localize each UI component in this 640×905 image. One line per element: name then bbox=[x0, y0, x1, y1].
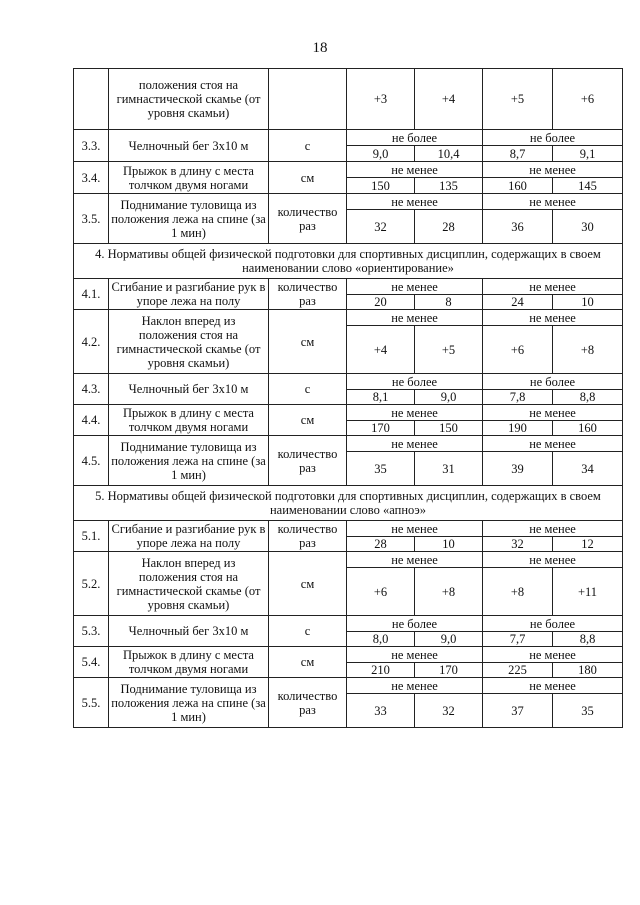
value-cell: +6 bbox=[553, 69, 623, 130]
condition-label: не более bbox=[483, 374, 623, 390]
value-cell: 9,0 bbox=[415, 390, 483, 405]
value-cell: 160 bbox=[553, 421, 623, 436]
row-number: 5.4. bbox=[74, 647, 109, 678]
exercise-name: Челночный бег 3х10 м bbox=[109, 130, 269, 162]
value-cell: 8,7 bbox=[483, 146, 553, 162]
unit-cell: с bbox=[269, 616, 347, 647]
value-cell: +6 bbox=[483, 326, 553, 374]
value-cell: +8 bbox=[483, 568, 553, 616]
value-cell: 39 bbox=[483, 452, 553, 486]
exercise-name: Сгибание и разгибание рук в упоре лежа на полу bbox=[109, 279, 269, 310]
exercise-name: Поднимание туловища из положения лежа на спине (за 1 мин) bbox=[109, 194, 269, 244]
unit-cell: см bbox=[269, 647, 347, 678]
row-number bbox=[74, 69, 109, 130]
table-row bbox=[74, 436, 623, 452]
table-row bbox=[74, 130, 623, 146]
value-cell: +4 bbox=[415, 69, 483, 130]
value-cell: 10,4 bbox=[415, 146, 483, 162]
table-row bbox=[74, 279, 623, 295]
condition-label: не менее bbox=[483, 436, 623, 452]
section-header-row bbox=[74, 244, 623, 279]
exercise-name: положения стоя на гимнастической скамье (от уровня скамьи) bbox=[109, 69, 269, 130]
row-number: 3.3. bbox=[74, 130, 109, 162]
unit-cell: количество раз bbox=[269, 521, 347, 552]
section-title: 5. Нормативы общей физической подготовки для спортивных дисциплин, содержащих в своем наименовании слово «апноэ» bbox=[74, 486, 623, 521]
value-cell: 37 bbox=[483, 694, 553, 728]
condition-label: не менее bbox=[347, 162, 483, 178]
condition-label: не менее bbox=[347, 521, 483, 537]
unit-cell: количество раз bbox=[269, 279, 347, 310]
condition-label: не более bbox=[483, 616, 623, 632]
value-cell: 35 bbox=[347, 452, 415, 486]
page-number: 18 bbox=[312, 40, 328, 56]
value-cell: 8,8 bbox=[553, 632, 623, 647]
exercise-name: Прыжок в длину с места толчком двумя ногами bbox=[109, 647, 269, 678]
value-cell: +8 bbox=[415, 568, 483, 616]
condition-label: не менее bbox=[347, 405, 483, 421]
table-row bbox=[74, 521, 623, 537]
value-cell: 28 bbox=[415, 210, 483, 244]
value-cell: 170 bbox=[415, 663, 483, 678]
unit-cell: количество раз bbox=[269, 194, 347, 244]
condition-label: не менее bbox=[483, 162, 623, 178]
condition-label: не менее bbox=[347, 310, 483, 326]
value-cell: 8 bbox=[415, 295, 483, 310]
unit-cell: см bbox=[269, 552, 347, 616]
value-cell: +8 bbox=[553, 326, 623, 374]
row-number: 3.4. bbox=[74, 162, 109, 194]
value-cell: 31 bbox=[415, 452, 483, 486]
row-number: 3.5. bbox=[74, 194, 109, 244]
value-cell: 160 bbox=[483, 178, 553, 194]
exercise-name: Прыжок в длину с места толчком двумя ногами bbox=[109, 162, 269, 194]
condition-label: не менее bbox=[347, 194, 483, 210]
value-cell: 33 bbox=[347, 694, 415, 728]
table-row bbox=[74, 162, 623, 178]
exercise-name: Поднимание туловища из положения лежа на спине (за 1 мин) bbox=[109, 436, 269, 486]
value-cell: 170 bbox=[347, 421, 415, 436]
table-row bbox=[74, 678, 623, 694]
value-cell: 8,1 bbox=[347, 390, 415, 405]
row-number: 4.2. bbox=[74, 310, 109, 374]
row-number: 5.3. bbox=[74, 616, 109, 647]
unit-cell: см bbox=[269, 162, 347, 194]
value-cell: 7,8 bbox=[483, 390, 553, 405]
value-cell: 36 bbox=[483, 210, 553, 244]
value-cell: +5 bbox=[415, 326, 483, 374]
value-cell: 135 bbox=[415, 178, 483, 194]
exercise-name: Наклон вперед из положения стоя на гимнастической скамье (от уровня скамьи) bbox=[109, 310, 269, 374]
unit-cell bbox=[269, 69, 347, 130]
value-cell: 20 bbox=[347, 295, 415, 310]
condition-label: не менее bbox=[483, 521, 623, 537]
value-cell: +4 bbox=[347, 326, 415, 374]
row-number: 5.2. bbox=[74, 552, 109, 616]
row-number: 4.5. bbox=[74, 436, 109, 486]
condition-label: не более bbox=[347, 130, 483, 146]
value-cell: +11 bbox=[553, 568, 623, 616]
value-cell: 32 bbox=[483, 537, 553, 552]
row-number: 4.3. bbox=[74, 374, 109, 405]
value-cell: 32 bbox=[415, 694, 483, 728]
unit-cell: см bbox=[269, 310, 347, 374]
exercise-name: Прыжок в длину с места толчком двумя ногами bbox=[109, 405, 269, 436]
value-cell: 150 bbox=[415, 421, 483, 436]
condition-label: не менее bbox=[483, 647, 623, 663]
value-cell: 30 bbox=[553, 210, 623, 244]
condition-label: не менее bbox=[483, 310, 623, 326]
exercise-name: Сгибание и разгибание рук в упоре лежа на полу bbox=[109, 521, 269, 552]
value-cell: 12 bbox=[553, 537, 623, 552]
value-cell: 24 bbox=[483, 295, 553, 310]
value-cell: +5 bbox=[483, 69, 553, 130]
table-row-continued bbox=[74, 69, 623, 130]
value-cell: 210 bbox=[347, 663, 415, 678]
exercise-name: Поднимание туловища из положения лежа на спине (за 1 мин) bbox=[109, 678, 269, 728]
condition-label: не менее bbox=[347, 678, 483, 694]
value-cell: 9,1 bbox=[553, 146, 623, 162]
value-cell: 34 bbox=[553, 452, 623, 486]
value-cell: 145 bbox=[553, 178, 623, 194]
value-cell: 10 bbox=[415, 537, 483, 552]
condition-label: не менее bbox=[483, 405, 623, 421]
condition-label: не менее bbox=[347, 436, 483, 452]
value-cell: 28 bbox=[347, 537, 415, 552]
section-header-row bbox=[74, 486, 623, 521]
unit-cell: количество раз bbox=[269, 678, 347, 728]
value-cell: 225 bbox=[483, 663, 553, 678]
condition-label: не менее bbox=[347, 647, 483, 663]
value-cell: 10 bbox=[553, 295, 623, 310]
value-cell: 8,8 bbox=[553, 390, 623, 405]
unit-cell: количество раз bbox=[269, 436, 347, 486]
table-row bbox=[74, 552, 623, 568]
value-cell: 190 bbox=[483, 421, 553, 436]
table-row bbox=[74, 647, 623, 663]
unit-cell: см bbox=[269, 405, 347, 436]
condition-label: не менее bbox=[347, 552, 483, 568]
condition-label: не менее bbox=[483, 552, 623, 568]
exercise-name: Наклон вперед из положения стоя на гимнастической скамье (от уровня скамьи) bbox=[109, 552, 269, 616]
table-row bbox=[74, 310, 623, 326]
exercise-name: Челночный бег 3х10 м bbox=[109, 616, 269, 647]
value-cell: 8,0 bbox=[347, 632, 415, 647]
value-cell: 150 bbox=[347, 178, 415, 194]
row-number: 5.1. bbox=[74, 521, 109, 552]
table-row bbox=[74, 374, 623, 390]
condition-label: не менее bbox=[483, 678, 623, 694]
value-cell: 32 bbox=[347, 210, 415, 244]
section-title: 4. Нормативы общей физической подготовки для спортивных дисциплин, содержащих в своем наименовании слово «ориентирование» bbox=[74, 244, 623, 279]
condition-label: не более bbox=[483, 130, 623, 146]
table-row bbox=[74, 405, 623, 421]
row-number: 4.1. bbox=[74, 279, 109, 310]
value-cell: 35 bbox=[553, 694, 623, 728]
value-cell: +3 bbox=[347, 69, 415, 130]
condition-label: не более bbox=[347, 374, 483, 390]
value-cell: 180 bbox=[553, 663, 623, 678]
unit-cell: с bbox=[269, 130, 347, 162]
condition-label: не менее bbox=[483, 279, 623, 295]
row-number: 4.4. bbox=[74, 405, 109, 436]
condition-label: не более bbox=[347, 616, 483, 632]
condition-label: не менее bbox=[483, 194, 623, 210]
value-cell: 9,0 bbox=[415, 632, 483, 647]
value-cell: +6 bbox=[347, 568, 415, 616]
table-row bbox=[74, 616, 623, 632]
exercise-name: Челночный бег 3х10 м bbox=[109, 374, 269, 405]
table-row bbox=[74, 194, 623, 210]
condition-label: не менее bbox=[347, 279, 483, 295]
row-number: 5.5. bbox=[74, 678, 109, 728]
unit-cell: с bbox=[269, 374, 347, 405]
value-cell: 7,7 bbox=[483, 632, 553, 647]
value-cell: 9,0 bbox=[347, 146, 415, 162]
norms-table bbox=[73, 68, 623, 728]
